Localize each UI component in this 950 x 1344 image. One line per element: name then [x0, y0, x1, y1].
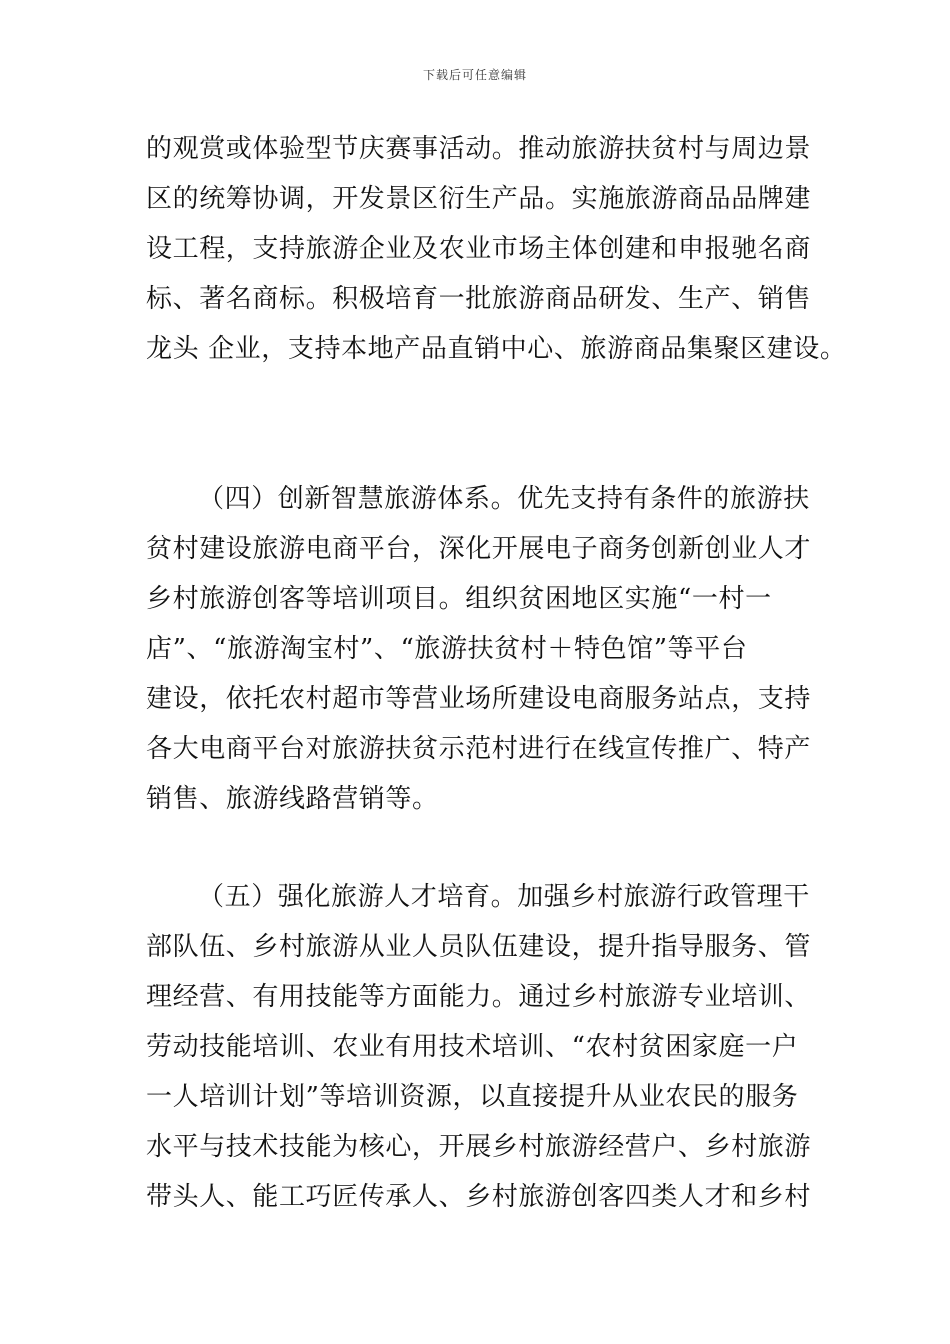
- text-line: 销售、旅游线路营销等。: [146, 784, 439, 814]
- text-line: 区的统筹协调，开发景区衍生产品。实施旅游商品品牌建: [146, 184, 812, 214]
- text-line: 贫村建设旅游电商平台，深化开展电子商务创新创业人才: [146, 534, 812, 564]
- text-line: （五）强化旅游人才培育。加强乡村旅游行政管理干: [198, 882, 810, 912]
- text-line: 带头人、能工巧匠传承人、乡村旅游创客四类人才和乡村: [146, 1182, 812, 1212]
- text-line: 龙头 企业，支持本地产品直销中心、旅游商品集聚区建设。: [146, 334, 847, 364]
- text-line: 乡村旅游创客等培训项目。组织贫困地区实施“一村一: [146, 584, 772, 614]
- text-line: 建设，依托农村超市等营业场所建设电商服务站点，支持: [146, 684, 812, 714]
- text-line: 水平与技术技能为核心，开展乡村旅游经营户、乡村旅游: [146, 1132, 812, 1162]
- page-header-note: 下载后可任意编辑: [422, 68, 527, 82]
- text-line: 的观赏或体验型节庆赛事活动。推动旅游扶贫村与周边景: [146, 134, 812, 164]
- text-line: 标、著名商标。积极培育一批旅游商品研发、生产、销售: [146, 284, 812, 314]
- text-line: 设工程，支持旅游企业及农业市场主体创建和申报驰名商: [146, 234, 812, 264]
- text-line: （四）创新智慧旅游体系。优先支持有条件的旅游扶: [198, 484, 810, 514]
- text-line: 部队伍、乡村旅游从业人员队伍建设，提升指导服务、管: [146, 932, 812, 962]
- text-line: 理经营、有用技能等方面能力。通过乡村旅游专业培训、: [146, 982, 812, 1012]
- text-line: 一人培训计划”等培训资源，以直接提升从业农民的服务: [146, 1082, 799, 1112]
- text-line: 劳动技能培训、农业有用技术培训、“农村贫困家庭一户: [146, 1032, 799, 1062]
- text-line: 店”、“旅游淘宝村”、“旅游扶贫村＋特色馆”等平台: [146, 634, 748, 664]
- text-line: 各大电商平台对旅游扶贫示范村进行在线宣传推广、特产: [146, 734, 812, 764]
